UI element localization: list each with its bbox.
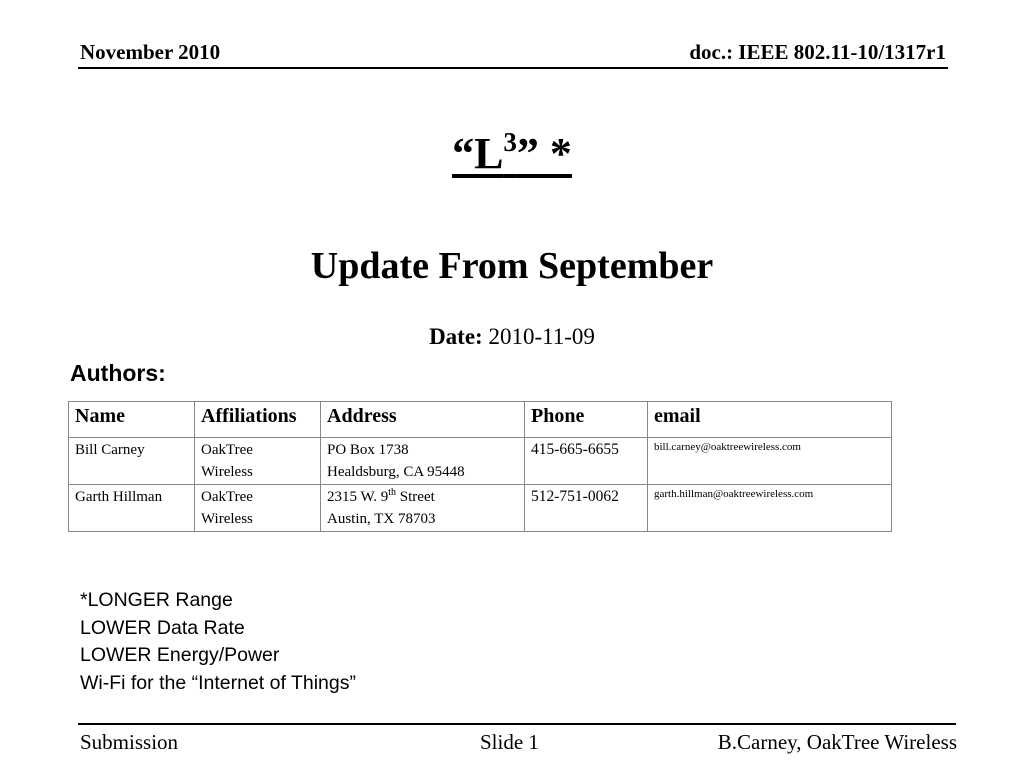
table-header-row xyxy=(69,402,892,438)
note-item: *LONGER Range xyxy=(80,589,233,611)
slide-subtitle: Update From September xyxy=(310,245,714,287)
authors-label: Authors: xyxy=(70,360,166,386)
address-line: Healdsburg, CA 95448 xyxy=(327,464,465,480)
cell-address xyxy=(321,438,525,485)
footer-slide-number: Slide 1 xyxy=(480,730,539,754)
affiliation-line: Wireless xyxy=(201,464,253,480)
date-label: Date: xyxy=(429,324,483,349)
col-header-email: email xyxy=(648,402,892,438)
col-header-phone: Phone xyxy=(525,402,648,438)
address-line-post: Street xyxy=(396,489,435,505)
slide-title xyxy=(0,128,1024,181)
footer-author: B.Carney, OakTree Wireless xyxy=(717,730,957,754)
cell-email: garth.hillman@oaktreewireless.com xyxy=(648,485,892,532)
cell-affiliation xyxy=(195,438,321,485)
notes-list xyxy=(80,587,356,697)
note-item: LOWER Energy/Power xyxy=(80,644,280,666)
table-row xyxy=(69,438,892,485)
table-row xyxy=(69,485,892,532)
header-doc-id: doc.: IEEE 802.11-10/1317r1 xyxy=(689,40,946,64)
title-close: ” * xyxy=(516,129,572,178)
note-item: LOWER Data Rate xyxy=(80,616,245,639)
address-line-sup: th xyxy=(388,487,397,498)
slide-title-text xyxy=(452,129,572,178)
affiliation-line: OakTree xyxy=(201,489,253,505)
cell-phone: 415-665-6655 xyxy=(525,438,648,485)
affiliation-line: OakTree xyxy=(201,442,253,458)
date-line xyxy=(0,324,1024,350)
affiliation-line: Wireless xyxy=(201,511,253,527)
title-superscript: 3 xyxy=(503,127,517,157)
address-line: PO Box 1738 xyxy=(327,442,409,458)
header-divider xyxy=(78,67,948,69)
col-header-affiliations: Affiliations xyxy=(195,402,321,438)
cell-email: bill.carney@oaktreewireless.com xyxy=(648,438,892,485)
footer-divider xyxy=(78,723,956,725)
col-header-address: Address xyxy=(321,402,525,438)
title-open: “L xyxy=(452,129,504,178)
footer-submission: Submission xyxy=(80,730,179,754)
cell-affiliation xyxy=(195,485,321,532)
cell-address xyxy=(321,485,525,532)
address-line: Austin, TX 78703 xyxy=(327,511,436,527)
note-item: Wi-Fi for the “Internet of Things” xyxy=(80,671,356,694)
address-line-pre: 2315 W. 9 xyxy=(327,489,389,505)
date-value: 2010-11-09 xyxy=(488,324,595,349)
cell-phone: 512-751-0062 xyxy=(525,485,648,532)
col-header-name: Name xyxy=(69,402,195,438)
cell-name: Bill Carney xyxy=(69,438,195,485)
authors-table xyxy=(68,401,892,532)
header-date: November 2010 xyxy=(80,40,221,64)
cell-name: Garth Hillman xyxy=(69,485,195,532)
